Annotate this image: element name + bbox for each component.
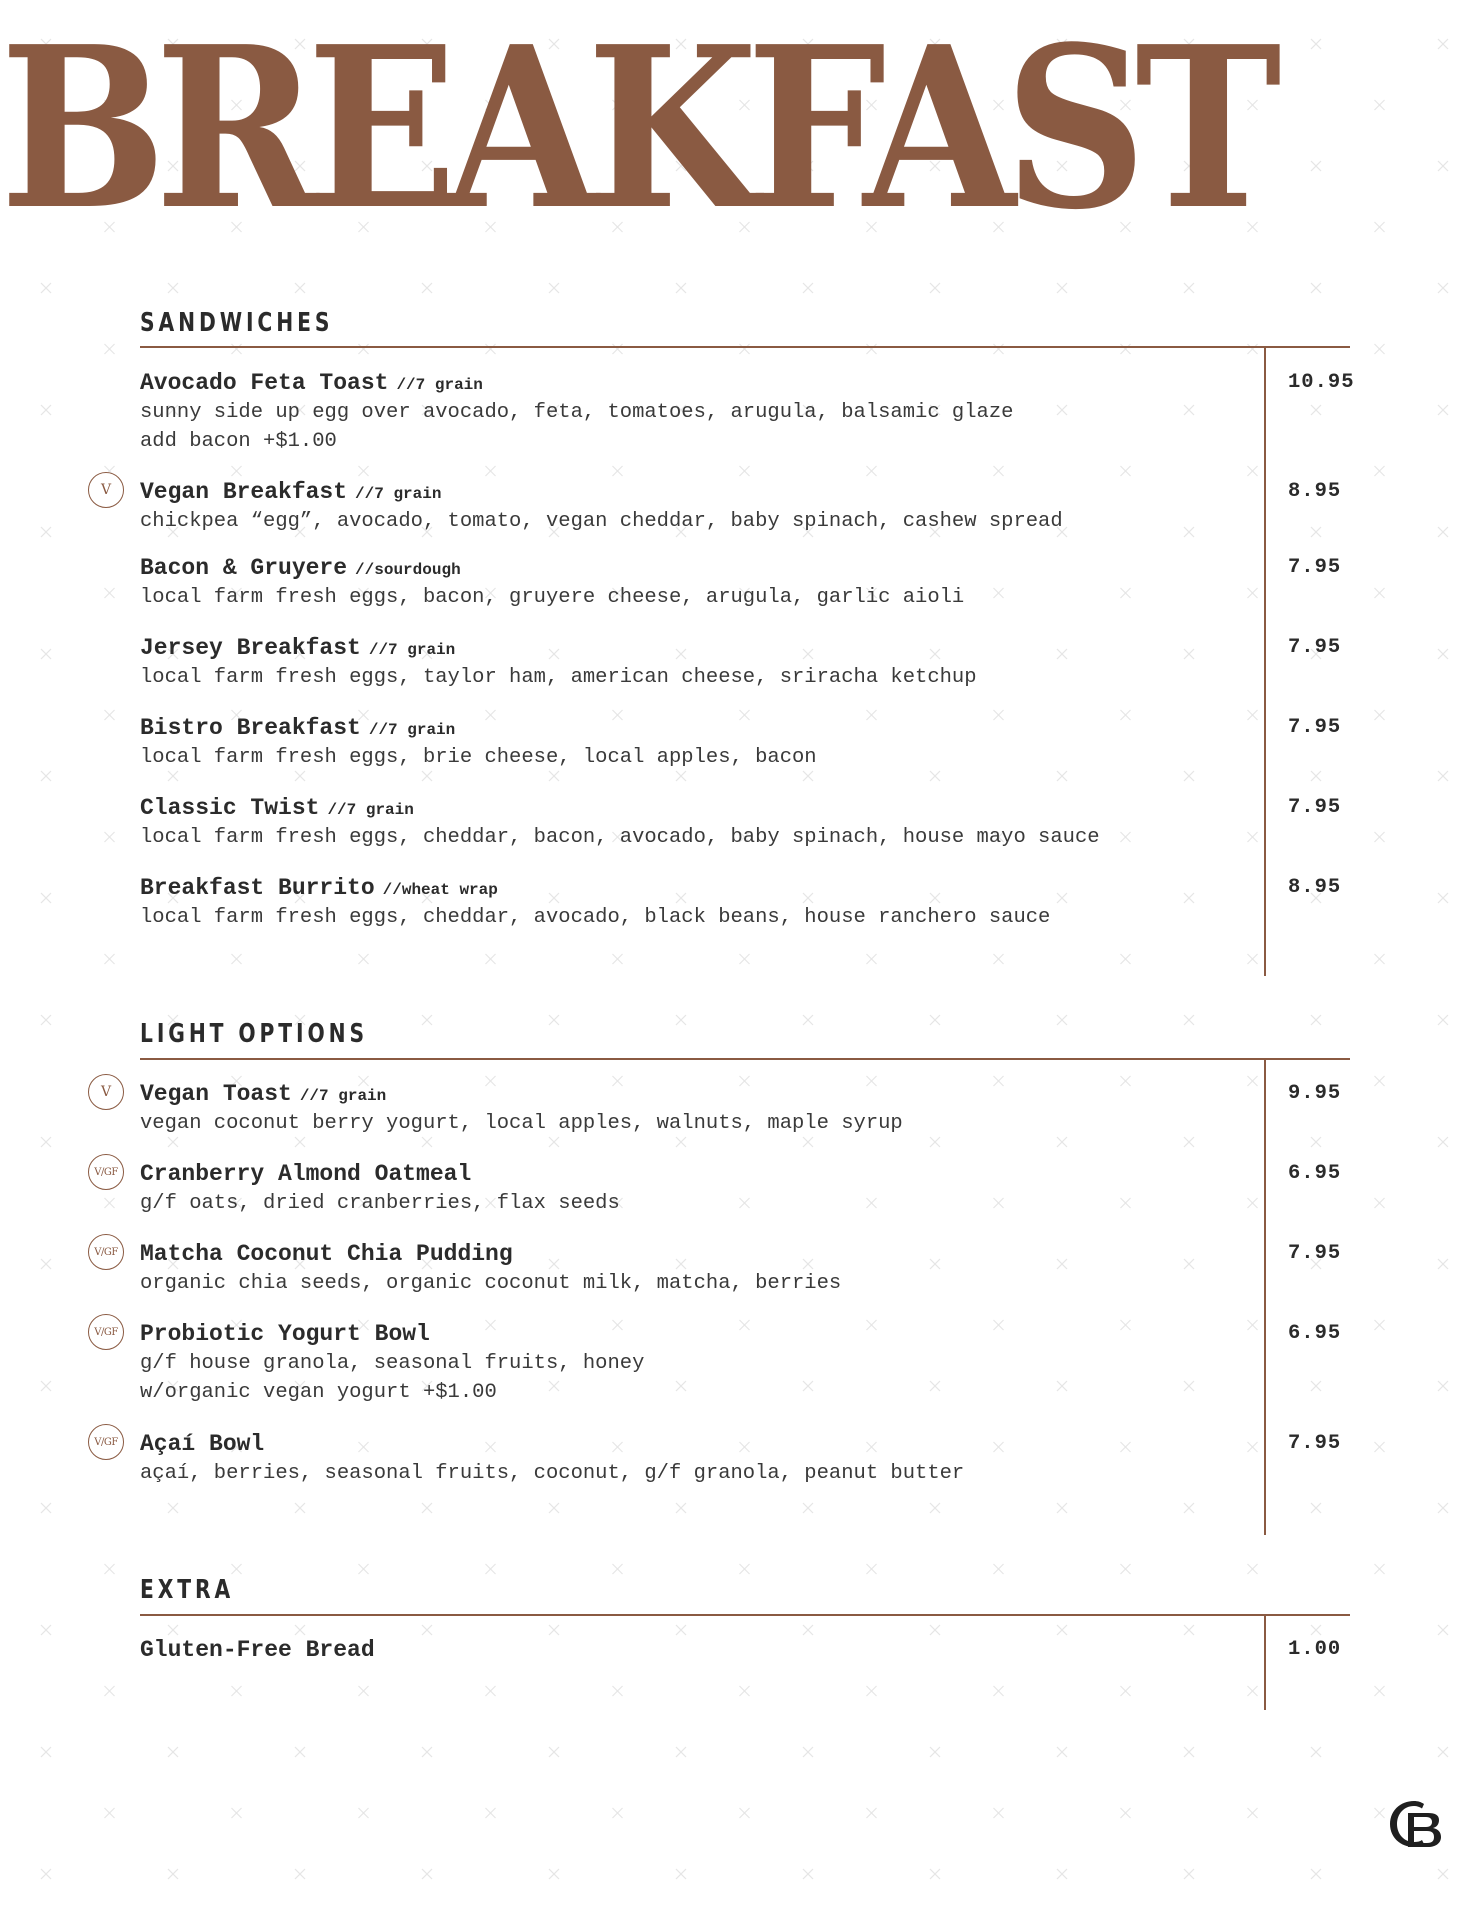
section-light-options	[94, 1017, 1350, 1535]
item-price: 7.95	[1288, 1432, 1342, 1455]
pattern-x-mark	[105, 832, 115, 842]
menu-item	[94, 1159, 1350, 1218]
vegan-gluten-free-badge-icon: V/GF	[88, 1154, 124, 1190]
pattern-x-mark	[295, 1747, 305, 1757]
item-description: chickpea “egg”, avocado, tomato, vegan cheddar, baby spinach, cashew spread	[140, 510, 1063, 533]
pattern-x-mark	[613, 1808, 623, 1818]
pattern-x-mark	[41, 649, 51, 659]
pattern-x-mark	[867, 1808, 877, 1818]
pattern-x-mark	[295, 1869, 305, 1879]
pattern-x-mark	[1438, 1259, 1448, 1269]
item-price: 9.95	[1288, 1082, 1342, 1105]
pattern-x-mark	[1438, 893, 1448, 903]
pattern-x-mark	[1248, 1808, 1258, 1818]
pattern-x-mark	[1375, 1320, 1385, 1330]
pattern-x-mark	[1375, 222, 1385, 232]
pattern-x-mark	[549, 1869, 559, 1879]
pattern-x-mark	[41, 1503, 51, 1513]
item-addon: add bacon +$1.00	[140, 430, 337, 453]
pattern-x-mark	[1375, 344, 1385, 354]
pattern-x-mark	[1438, 1747, 1448, 1757]
item-price: 8.95	[1288, 876, 1342, 899]
item-name: Bistro Breakfast	[140, 715, 361, 741]
pattern-x-mark	[1438, 1137, 1448, 1147]
item-description: vegan coconut berry yogurt, local apples, walnuts, maple syrup	[140, 1112, 903, 1135]
item-bread: //7 grain	[396, 376, 483, 394]
vegan-gluten-free-badge-icon: V/GF	[88, 1314, 124, 1350]
section-sandwiches	[100, 306, 1355, 976]
section-rule	[140, 1614, 1350, 1616]
item-price: 10.95	[1288, 371, 1355, 394]
pattern-x-mark	[803, 1869, 813, 1879]
section-title: LIGHT OPTIONS	[140, 1019, 368, 1049]
pattern-x-mark	[1438, 405, 1448, 415]
pattern-x-mark	[105, 588, 115, 598]
pattern-x-mark	[41, 283, 51, 293]
pattern-x-mark	[930, 1869, 940, 1879]
pattern-x-mark	[1375, 1686, 1385, 1696]
item-name: Probiotic Yogurt Bowl	[140, 1321, 430, 1347]
section-title: EXTRA	[140, 1575, 235, 1605]
pattern-x-mark	[740, 1808, 750, 1818]
menu-item	[140, 873, 1350, 932]
pattern-x-mark	[41, 1381, 51, 1391]
item-name: Avocado Feta Toast	[140, 370, 389, 396]
pattern-x-mark	[994, 1808, 1004, 1818]
cb-monogram-icon	[1384, 1793, 1446, 1855]
pattern-x-mark	[803, 283, 813, 293]
pattern-x-mark	[1375, 710, 1385, 720]
item-name: Açaí Bowl	[140, 1431, 265, 1457]
pattern-x-mark	[105, 344, 115, 354]
menu-item	[140, 713, 1350, 772]
pattern-x-mark	[41, 527, 51, 537]
item-name: Breakfast Burrito	[140, 875, 375, 901]
pattern-x-mark	[41, 771, 51, 781]
pattern-x-mark	[676, 1869, 686, 1879]
pattern-x-mark	[105, 1808, 115, 1818]
item-name: Vegan Toast	[140, 1081, 292, 1107]
pattern-x-mark	[168, 283, 178, 293]
menu-item	[100, 1079, 1350, 1138]
pattern-x-mark	[1375, 1442, 1385, 1452]
item-name: Classic Twist	[140, 795, 320, 821]
section-rule	[140, 346, 1350, 348]
item-description: g/f house granola, seasonal fruits, honey	[140, 1352, 645, 1375]
item-name: Jersey Breakfast	[140, 635, 361, 661]
item-price: 1.00	[1288, 1638, 1342, 1661]
item-name: Gluten-Free Bread	[140, 1637, 375, 1663]
pattern-x-mark	[1438, 1625, 1448, 1635]
pattern-x-mark	[1057, 283, 1067, 293]
item-bread: //wheat wrap	[382, 881, 498, 899]
menu-item	[140, 553, 1350, 612]
menu-item	[140, 368, 1355, 456]
pattern-x-mark	[930, 283, 940, 293]
pattern-x-mark	[486, 1808, 496, 1818]
menu-item	[94, 1429, 1350, 1488]
item-name: Vegan Breakfast	[140, 479, 348, 505]
item-description: g/f oats, dried cranberries, flax seeds	[140, 1192, 620, 1215]
item-bread: //7 grain	[327, 801, 414, 819]
pattern-x-mark	[295, 283, 305, 293]
pattern-x-mark	[1438, 39, 1448, 49]
pattern-x-mark	[1311, 161, 1321, 171]
pattern-x-mark	[1184, 283, 1194, 293]
section-extra	[140, 1573, 1350, 1710]
pattern-x-mark	[359, 1808, 369, 1818]
pattern-x-mark	[1438, 771, 1448, 781]
item-description: organic chia seeds, organic coconut milk, matcha, berries	[140, 1272, 842, 1295]
pattern-x-mark	[1375, 1198, 1385, 1208]
pattern-x-mark	[41, 405, 51, 415]
item-bread: //7 grain	[299, 1087, 387, 1105]
pattern-x-mark	[422, 1747, 432, 1757]
item-name: Cranberry Almond Oatmeal	[140, 1161, 472, 1187]
pattern-x-mark	[41, 1625, 51, 1635]
item-price: 6.95	[1288, 1322, 1342, 1345]
vegan-badge-icon: V	[88, 1074, 124, 1110]
item-price: 7.95	[1288, 716, 1342, 739]
pattern-x-mark	[1121, 1808, 1131, 1818]
pattern-x-mark	[105, 1686, 115, 1696]
pattern-x-mark	[1438, 527, 1448, 537]
pattern-x-mark	[1438, 1015, 1448, 1025]
item-price: 7.95	[1288, 796, 1342, 819]
pattern-x-mark	[168, 1869, 178, 1879]
pattern-x-mark	[1184, 1869, 1194, 1879]
pattern-x-mark	[549, 1747, 559, 1757]
pattern-x-mark	[41, 1747, 51, 1757]
item-description: local farm fresh eggs, cheddar, avocado, black beans, house ranchero sauce	[140, 906, 1051, 929]
item-description: açaí, berries, seasonal fruits, coconut, g/f granola, peanut butter	[140, 1462, 965, 1485]
item-addon: w/organic vegan yogurt +$1.00	[140, 1381, 497, 1404]
menu-item	[94, 1239, 1350, 1298]
pattern-x-mark	[1375, 832, 1385, 842]
item-bread: //7 grain	[355, 485, 442, 503]
item-bread: //7 grain	[368, 721, 456, 739]
pattern-x-mark	[1375, 1564, 1385, 1574]
item-bread: //sourdough	[355, 561, 461, 579]
menu-item	[94, 1319, 1350, 1407]
pattern-x-mark	[105, 1198, 115, 1208]
page-title: BREAKFAST	[0, 0, 1271, 259]
item-name: Bacon & Gruyere	[140, 555, 348, 581]
pattern-x-mark	[41, 1015, 51, 1025]
vegan-gluten-free-badge-icon: V/GF	[88, 1424, 124, 1460]
menu-item	[100, 477, 1350, 536]
pattern-x-mark	[1438, 649, 1448, 659]
item-description: local farm fresh eggs, cheddar, bacon, avocado, baby spinach, house mayo sauce	[140, 826, 1100, 849]
pattern-x-mark	[803, 1747, 813, 1757]
menu-item	[140, 1635, 1350, 1665]
pattern-x-mark	[422, 283, 432, 293]
item-name: Matcha Coconut Chia Pudding	[140, 1241, 513, 1267]
item-description: local farm fresh eggs, bacon, gruyere cheese, arugula, garlic aioli	[140, 586, 965, 609]
section-rule	[140, 1058, 1350, 1060]
pattern-x-mark	[676, 283, 686, 293]
item-price: 6.95	[1288, 1162, 1342, 1185]
pattern-x-mark	[1375, 1076, 1385, 1086]
vegan-gluten-free-badge-icon: V/GF	[88, 1234, 124, 1270]
pattern-x-mark	[676, 1747, 686, 1757]
menu-item	[140, 633, 1350, 692]
pattern-x-mark	[1438, 283, 1448, 293]
pattern-x-mark	[168, 1747, 178, 1757]
pattern-x-mark	[232, 1808, 242, 1818]
pattern-x-mark	[1057, 1747, 1067, 1757]
pattern-x-mark	[1311, 1869, 1321, 1879]
pattern-x-mark	[1311, 39, 1321, 49]
pattern-x-mark	[1438, 1869, 1448, 1879]
item-description: local farm fresh eggs, taylor ham, american cheese, sriracha ketchup	[140, 666, 977, 689]
vegan-badge-icon: V	[88, 472, 124, 508]
pattern-x-mark	[41, 1259, 51, 1269]
pattern-x-mark	[1375, 466, 1385, 476]
menu-item	[140, 793, 1350, 852]
item-price: 7.95	[1288, 556, 1342, 579]
pattern-x-mark	[1375, 1808, 1385, 1818]
pattern-x-mark	[930, 1747, 940, 1757]
pattern-x-mark	[1375, 954, 1385, 964]
item-price: 8.95	[1288, 480, 1342, 503]
pattern-x-mark	[549, 283, 559, 293]
pattern-x-mark	[41, 1137, 51, 1147]
pattern-x-mark	[1375, 588, 1385, 598]
item-description: sunny side up egg over avocado, feta, tomatoes, arugula, balsamic glaze	[140, 401, 1014, 424]
pattern-x-mark	[105, 954, 115, 964]
pattern-x-mark	[1184, 1747, 1194, 1757]
pattern-x-mark	[105, 710, 115, 720]
item-description: local farm fresh eggs, brie cheese, local apples, bacon	[140, 746, 817, 769]
section-title: SANDWICHES	[140, 308, 334, 338]
pattern-x-mark	[1438, 161, 1448, 171]
pattern-x-mark	[1438, 1503, 1448, 1513]
pattern-x-mark	[1375, 100, 1385, 110]
pattern-x-mark	[105, 1564, 115, 1574]
pattern-x-mark	[1311, 283, 1321, 293]
pattern-x-mark	[41, 1869, 51, 1879]
pattern-x-mark	[1057, 1869, 1067, 1879]
item-price: 7.95	[1288, 636, 1342, 659]
pattern-x-mark	[41, 893, 51, 903]
item-bread: //7 grain	[368, 641, 456, 659]
pattern-x-mark	[422, 1869, 432, 1879]
pattern-x-mark	[1311, 1747, 1321, 1757]
pattern-x-mark	[1438, 1381, 1448, 1391]
item-price: 7.95	[1288, 1242, 1342, 1265]
